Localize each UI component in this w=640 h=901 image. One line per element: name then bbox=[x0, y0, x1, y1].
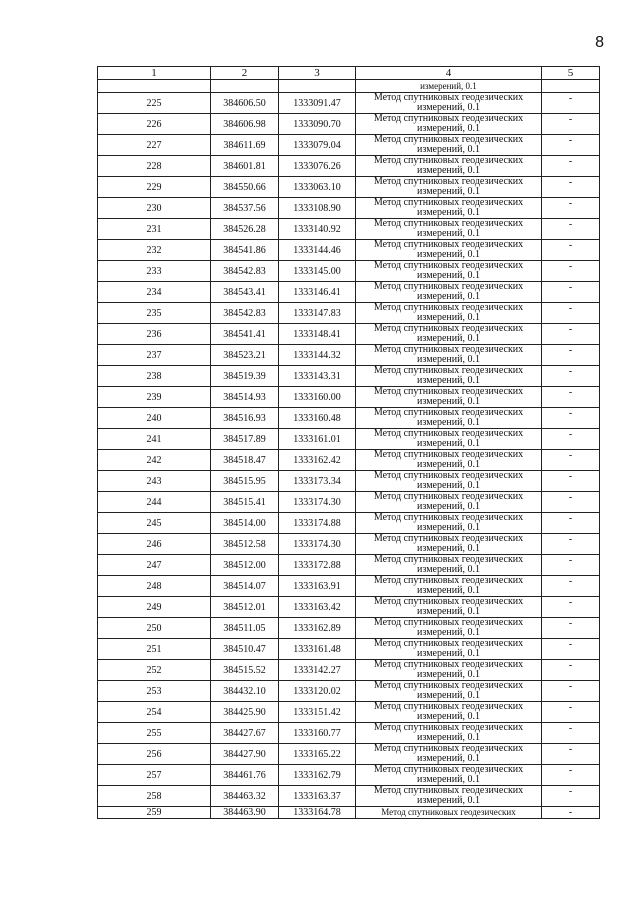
table-row bbox=[98, 303, 600, 324]
method-text: Метод спутниковых геодезических bbox=[356, 807, 542, 819]
point-number: 256 bbox=[98, 744, 211, 765]
method-cell bbox=[356, 282, 542, 303]
method-text: Метод спутниковых геодезических bbox=[373, 680, 524, 691]
column-header: 4 bbox=[356, 67, 542, 80]
precision-text: измерений, 0.1 bbox=[417, 669, 480, 680]
precision-text: измерений, 0.1 bbox=[417, 438, 480, 449]
point-number: 240 bbox=[98, 408, 211, 429]
empty-cell bbox=[542, 80, 600, 93]
note-cell: - bbox=[542, 114, 600, 135]
precision-text: измерений, 0.1 bbox=[417, 354, 480, 365]
method-text: Метод спутниковых геодезических bbox=[373, 407, 524, 418]
note-cell: - bbox=[542, 723, 600, 744]
empty-cell bbox=[279, 80, 356, 93]
method-text: Метод спутниковых геодезических bbox=[373, 554, 524, 565]
precision-text: измерений, 0.1 bbox=[417, 606, 480, 617]
point-number: 254 bbox=[98, 702, 211, 723]
method-text: Метод спутниковых геодезических bbox=[373, 92, 524, 103]
coordinate-y: 1333160.48 bbox=[279, 408, 356, 429]
method-cell bbox=[356, 429, 542, 450]
precision-text: измерений, 0.1 bbox=[417, 102, 480, 113]
method-text: Метод спутниковых геодезических bbox=[373, 155, 524, 166]
note-cell: - bbox=[542, 219, 600, 240]
table-row bbox=[98, 324, 600, 345]
coordinate-x: 384515.95 bbox=[211, 471, 279, 492]
table-row bbox=[98, 198, 600, 219]
coordinate-y: 1333161.48 bbox=[279, 639, 356, 660]
coordinate-x: 384512.00 bbox=[211, 555, 279, 576]
precision-text: измерений, 0.1 bbox=[417, 522, 480, 533]
table-row bbox=[98, 240, 600, 261]
point-number: 230 bbox=[98, 198, 211, 219]
precision-text: измерений, 0.1 bbox=[417, 207, 480, 218]
table-row bbox=[98, 177, 600, 198]
table-row bbox=[98, 261, 600, 282]
point-number: 232 bbox=[98, 240, 211, 261]
coordinate-x: 384515.52 bbox=[211, 660, 279, 681]
method-cell bbox=[356, 366, 542, 387]
coordinate-y: 1333144.46 bbox=[279, 240, 356, 261]
method-text: Метод спутниковых геодезических bbox=[373, 197, 524, 208]
table-row bbox=[98, 681, 600, 702]
precision-text: измерений, 0.1 bbox=[417, 732, 480, 743]
point-number: 236 bbox=[98, 324, 211, 345]
note-cell: - bbox=[542, 597, 600, 618]
coordinate-x: 384514.93 bbox=[211, 387, 279, 408]
coordinate-y: 1333172.88 bbox=[279, 555, 356, 576]
point-number: 253 bbox=[98, 681, 211, 702]
note-cell: - bbox=[542, 786, 600, 807]
point-number: 237 bbox=[98, 345, 211, 366]
coordinate-y: 1333140.92 bbox=[279, 219, 356, 240]
method-text: Метод спутниковых геодезических bbox=[373, 491, 524, 502]
coordinate-x: 384543.41 bbox=[211, 282, 279, 303]
point-number: 242 bbox=[98, 450, 211, 471]
precision-text: измерений, 0.1 bbox=[417, 165, 480, 176]
coordinate-y: 1333163.37 bbox=[279, 786, 356, 807]
table-row bbox=[98, 765, 600, 786]
method-cell bbox=[356, 555, 542, 576]
method-cell bbox=[356, 345, 542, 366]
precision-text: измерений, 0.1 bbox=[417, 249, 480, 260]
coordinate-y: 1333160.77 bbox=[279, 723, 356, 744]
method-text: Метод спутниковых геодезических bbox=[373, 785, 524, 796]
point-number: 249 bbox=[98, 597, 211, 618]
coordinate-x: 384427.67 bbox=[211, 723, 279, 744]
table-row bbox=[98, 660, 600, 681]
coordinate-x: 384537.56 bbox=[211, 198, 279, 219]
table-row bbox=[98, 702, 600, 723]
precision-text: измерений, 0.1 bbox=[417, 186, 480, 197]
point-number: 255 bbox=[98, 723, 211, 744]
coordinate-x: 384526.28 bbox=[211, 219, 279, 240]
method-cell bbox=[356, 450, 542, 471]
method-cell bbox=[356, 408, 542, 429]
note-cell: - bbox=[542, 681, 600, 702]
point-number: 229 bbox=[98, 177, 211, 198]
method-cell bbox=[356, 534, 542, 555]
precision-text: измерений, 0.1 bbox=[417, 564, 480, 575]
method-cell bbox=[356, 135, 542, 156]
point-number: 241 bbox=[98, 429, 211, 450]
table-row bbox=[98, 282, 600, 303]
note-cell: - bbox=[542, 450, 600, 471]
note-cell: - bbox=[542, 303, 600, 324]
method-text: Метод спутниковых геодезических bbox=[373, 470, 524, 481]
coordinate-y: 1333108.90 bbox=[279, 198, 356, 219]
method-cell bbox=[356, 261, 542, 282]
method-cell bbox=[356, 471, 542, 492]
precision-text: измерений, 0.1 bbox=[417, 291, 480, 302]
precision-text: измерений, 0.1 bbox=[417, 228, 480, 239]
coordinate-x: 384606.98 bbox=[211, 114, 279, 135]
note-cell: - bbox=[542, 135, 600, 156]
method-cell bbox=[356, 702, 542, 723]
coordinate-x: 384511.05 bbox=[211, 618, 279, 639]
method-cell bbox=[356, 723, 542, 744]
coordinate-y: 1333076.26 bbox=[279, 156, 356, 177]
coordinate-x: 384523.21 bbox=[211, 345, 279, 366]
point-number: 251 bbox=[98, 639, 211, 660]
continuation-text: измерений, 0.1 bbox=[356, 80, 542, 93]
point-number: 238 bbox=[98, 366, 211, 387]
method-cell bbox=[356, 198, 542, 219]
method-cell bbox=[356, 303, 542, 324]
note-cell: - bbox=[542, 807, 600, 819]
method-text: Метод спутниковых геодезических bbox=[373, 134, 524, 145]
method-text: Метод спутниковых геодезических bbox=[373, 575, 524, 586]
note-cell: - bbox=[542, 576, 600, 597]
note-cell: - bbox=[542, 513, 600, 534]
coordinate-y: 1333090.70 bbox=[279, 114, 356, 135]
method-text: Метод спутниковых геодезических bbox=[373, 659, 524, 670]
coordinate-y: 1333143.31 bbox=[279, 366, 356, 387]
note-cell: - bbox=[542, 429, 600, 450]
method-text: Метод спутниковых геодезических bbox=[373, 722, 524, 733]
note-cell: - bbox=[542, 471, 600, 492]
method-text: Метод спутниковых геодезических bbox=[373, 323, 524, 334]
coordinate-x: 384461.76 bbox=[211, 765, 279, 786]
column-header: 5 bbox=[542, 67, 600, 80]
page-number: 8 bbox=[595, 34, 604, 51]
precision-text: измерений, 0.1 bbox=[417, 396, 480, 407]
coordinate-x: 384514.00 bbox=[211, 513, 279, 534]
table-row bbox=[98, 786, 600, 807]
precision-text: измерений, 0.1 bbox=[417, 417, 480, 428]
note-cell: - bbox=[542, 198, 600, 219]
table-row bbox=[98, 114, 600, 135]
method-cell bbox=[356, 765, 542, 786]
coordinate-x: 384427.90 bbox=[211, 744, 279, 765]
note-cell: - bbox=[542, 387, 600, 408]
precision-text: измерений, 0.1 bbox=[417, 375, 480, 386]
method-text: Метод спутниковых геодезических bbox=[373, 533, 524, 544]
coordinate-x: 384425.90 bbox=[211, 702, 279, 723]
coordinate-x: 384463.32 bbox=[211, 786, 279, 807]
coordinate-y: 1333162.42 bbox=[279, 450, 356, 471]
point-number: 243 bbox=[98, 471, 211, 492]
coordinate-y: 1333161.01 bbox=[279, 429, 356, 450]
method-text: Метод спутниковых геодезических bbox=[373, 428, 524, 439]
point-number: 248 bbox=[98, 576, 211, 597]
method-cell bbox=[356, 513, 542, 534]
precision-text: измерений, 0.1 bbox=[417, 627, 480, 638]
table-row bbox=[98, 429, 600, 450]
method-text: Метод спутниковых геодезических bbox=[373, 113, 524, 124]
precision-text: измерений, 0.1 bbox=[417, 774, 480, 785]
coordinate-y: 1333173.34 bbox=[279, 471, 356, 492]
coordinate-y: 1333079.04 bbox=[279, 135, 356, 156]
precision-text: измерений, 0.1 bbox=[417, 585, 480, 596]
column-header: 1 bbox=[98, 67, 211, 80]
point-number: 258 bbox=[98, 786, 211, 807]
point-number: 239 bbox=[98, 387, 211, 408]
method-cell bbox=[356, 177, 542, 198]
note-cell: - bbox=[542, 345, 600, 366]
method-text: Метод спутниковых геодезических bbox=[373, 701, 524, 712]
table-row bbox=[98, 534, 600, 555]
method-cell bbox=[356, 597, 542, 618]
method-cell bbox=[356, 660, 542, 681]
coordinate-x: 384519.39 bbox=[211, 366, 279, 387]
note-cell: - bbox=[542, 366, 600, 387]
header-row bbox=[98, 67, 600, 80]
precision-text: измерений, 0.1 bbox=[417, 795, 480, 806]
coordinate-y: 1333162.89 bbox=[279, 618, 356, 639]
coordinate-y: 1333148.41 bbox=[279, 324, 356, 345]
coordinate-y: 1333144.32 bbox=[279, 345, 356, 366]
method-cell bbox=[356, 639, 542, 660]
table-row bbox=[98, 744, 600, 765]
empty-cell bbox=[98, 80, 211, 93]
table-row bbox=[98, 156, 600, 177]
table-row bbox=[98, 639, 600, 660]
precision-text: измерений, 0.1 bbox=[417, 543, 480, 554]
point-number: 250 bbox=[98, 618, 211, 639]
coordinate-y: 1333160.00 bbox=[279, 387, 356, 408]
point-number: 233 bbox=[98, 261, 211, 282]
point-number: 227 bbox=[98, 135, 211, 156]
coordinate-x: 384611.69 bbox=[211, 135, 279, 156]
note-cell: - bbox=[542, 618, 600, 639]
table-row bbox=[98, 555, 600, 576]
coordinate-y: 1333164.78 bbox=[279, 807, 356, 819]
method-text: Метод спутниковых геодезических bbox=[373, 365, 524, 376]
coordinate-y: 1333174.88 bbox=[279, 513, 356, 534]
precision-text: измерений, 0.1 bbox=[417, 690, 480, 701]
method-text: Метод спутниковых геодезических bbox=[373, 239, 524, 250]
note-cell: - bbox=[542, 492, 600, 513]
method-cell bbox=[356, 492, 542, 513]
coordinate-x: 384514.07 bbox=[211, 576, 279, 597]
precision-text: измерений, 0.1 bbox=[417, 501, 480, 512]
method-cell bbox=[356, 387, 542, 408]
table-row bbox=[98, 387, 600, 408]
method-text: Метод спутниковых геодезических bbox=[373, 344, 524, 355]
empty-cell bbox=[211, 80, 279, 93]
note-cell: - bbox=[542, 534, 600, 555]
coordinate-x: 384601.81 bbox=[211, 156, 279, 177]
method-cell bbox=[356, 744, 542, 765]
coordinate-x: 384512.01 bbox=[211, 597, 279, 618]
point-number: 234 bbox=[98, 282, 211, 303]
coordinate-x: 384541.86 bbox=[211, 240, 279, 261]
method-text: Метод спутниковых геодезических bbox=[373, 512, 524, 523]
point-number: 231 bbox=[98, 219, 211, 240]
table-row bbox=[98, 576, 600, 597]
table-row bbox=[98, 345, 600, 366]
coordinates-table bbox=[97, 66, 600, 819]
coordinate-x: 384542.83 bbox=[211, 303, 279, 324]
precision-text: измерений, 0.1 bbox=[417, 333, 480, 344]
precision-text: измерений, 0.1 bbox=[417, 480, 480, 491]
coordinate-y: 1333174.30 bbox=[279, 492, 356, 513]
point-number: 228 bbox=[98, 156, 211, 177]
point-number: 244 bbox=[98, 492, 211, 513]
coordinate-x: 384516.93 bbox=[211, 408, 279, 429]
note-cell: - bbox=[542, 93, 600, 114]
method-text: Метод спутниковых геодезических bbox=[373, 386, 524, 397]
note-cell: - bbox=[542, 324, 600, 345]
note-cell: - bbox=[542, 408, 600, 429]
column-header: 3 bbox=[279, 67, 356, 80]
precision-text: измерений, 0.1 bbox=[417, 144, 480, 155]
point-number: 252 bbox=[98, 660, 211, 681]
coordinate-y: 1333165.22 bbox=[279, 744, 356, 765]
method-text: Метод спутниковых геодезических bbox=[373, 596, 524, 607]
table-row bbox=[98, 450, 600, 471]
method-text: Метод спутниковых геодезических bbox=[373, 176, 524, 187]
method-cell bbox=[356, 93, 542, 114]
coordinate-x: 384542.83 bbox=[211, 261, 279, 282]
note-cell: - bbox=[542, 240, 600, 261]
coordinate-x: 384541.41 bbox=[211, 324, 279, 345]
table-row bbox=[98, 366, 600, 387]
coordinate-y: 1333163.42 bbox=[279, 597, 356, 618]
method-text: Метод спутниковых геодезических bbox=[373, 743, 524, 754]
note-cell: - bbox=[542, 744, 600, 765]
method-cell bbox=[356, 156, 542, 177]
method-text: Метод спутниковых геодезических bbox=[373, 302, 524, 313]
note-cell: - bbox=[542, 177, 600, 198]
point-number: 259 bbox=[98, 807, 211, 819]
coordinate-y: 1333120.02 bbox=[279, 681, 356, 702]
coordinate-x: 384517.89 bbox=[211, 429, 279, 450]
method-cell bbox=[356, 324, 542, 345]
table-row bbox=[98, 597, 600, 618]
method-text: Метод спутниковых геодезических bbox=[373, 764, 524, 775]
point-number: 257 bbox=[98, 765, 211, 786]
method-text: Метод спутниковых геодезических bbox=[373, 218, 524, 229]
note-cell: - bbox=[542, 261, 600, 282]
table-row bbox=[98, 618, 600, 639]
method-cell bbox=[356, 240, 542, 261]
coordinate-y: 1333163.91 bbox=[279, 576, 356, 597]
coordinate-y: 1333063.10 bbox=[279, 177, 356, 198]
coordinate-x: 384515.41 bbox=[211, 492, 279, 513]
point-number: 246 bbox=[98, 534, 211, 555]
precision-text: измерений, 0.1 bbox=[417, 711, 480, 722]
column-header: 2 bbox=[211, 67, 279, 80]
method-cell bbox=[356, 576, 542, 597]
point-number: 225 bbox=[98, 93, 211, 114]
method-text: Метод спутниковых геодезических bbox=[373, 281, 524, 292]
table-row bbox=[98, 219, 600, 240]
note-cell: - bbox=[542, 702, 600, 723]
coordinate-y: 1333174.30 bbox=[279, 534, 356, 555]
note-cell: - bbox=[542, 156, 600, 177]
table-row bbox=[98, 807, 600, 819]
method-text: Метод спутниковых геодезических bbox=[373, 260, 524, 271]
point-number: 235 bbox=[98, 303, 211, 324]
table-row bbox=[98, 135, 600, 156]
precision-text: измерений, 0.1 bbox=[417, 270, 480, 281]
method-cell bbox=[356, 219, 542, 240]
coordinate-y: 1333147.83 bbox=[279, 303, 356, 324]
table-row bbox=[98, 492, 600, 513]
note-cell: - bbox=[542, 282, 600, 303]
coordinate-x: 384606.50 bbox=[211, 93, 279, 114]
coordinate-y: 1333091.47 bbox=[279, 93, 356, 114]
method-text: Метод спутниковых геодезических bbox=[373, 449, 524, 460]
coordinate-y: 1333151.42 bbox=[279, 702, 356, 723]
point-number: 226 bbox=[98, 114, 211, 135]
coordinate-x: 384518.47 bbox=[211, 450, 279, 471]
precision-text: измерений, 0.1 bbox=[417, 753, 480, 764]
note-cell: - bbox=[542, 765, 600, 786]
point-number: 245 bbox=[98, 513, 211, 534]
note-cell: - bbox=[542, 555, 600, 576]
method-cell bbox=[356, 618, 542, 639]
precision-text: измерений, 0.1 bbox=[417, 648, 480, 659]
coordinate-y: 1333162.79 bbox=[279, 765, 356, 786]
continuation-row bbox=[98, 80, 600, 93]
method-text: Метод спутниковых геодезических bbox=[373, 638, 524, 649]
note-cell: - bbox=[542, 660, 600, 681]
note-cell: - bbox=[542, 639, 600, 660]
precision-text: измерений, 0.1 bbox=[417, 459, 480, 470]
method-text: Метод спутниковых геодезических bbox=[373, 617, 524, 628]
table-row bbox=[98, 513, 600, 534]
table-row bbox=[98, 723, 600, 744]
coordinate-y: 1333146.41 bbox=[279, 282, 356, 303]
precision-text: измерений, 0.1 bbox=[417, 312, 480, 323]
method-cell bbox=[356, 114, 542, 135]
coordinate-x: 384510.47 bbox=[211, 639, 279, 660]
coordinate-x: 384463.90 bbox=[211, 807, 279, 819]
table-row bbox=[98, 408, 600, 429]
point-number: 247 bbox=[98, 555, 211, 576]
coordinate-x: 384432.10 bbox=[211, 681, 279, 702]
method-cell bbox=[356, 786, 542, 807]
coordinate-y: 1333145.00 bbox=[279, 261, 356, 282]
precision-text: измерений, 0.1 bbox=[417, 123, 480, 134]
table-row bbox=[98, 93, 600, 114]
coordinate-x: 384512.58 bbox=[211, 534, 279, 555]
coordinate-x: 384550.66 bbox=[211, 177, 279, 198]
method-cell bbox=[356, 681, 542, 702]
table-row bbox=[98, 471, 600, 492]
coordinate-y: 1333142.27 bbox=[279, 660, 356, 681]
